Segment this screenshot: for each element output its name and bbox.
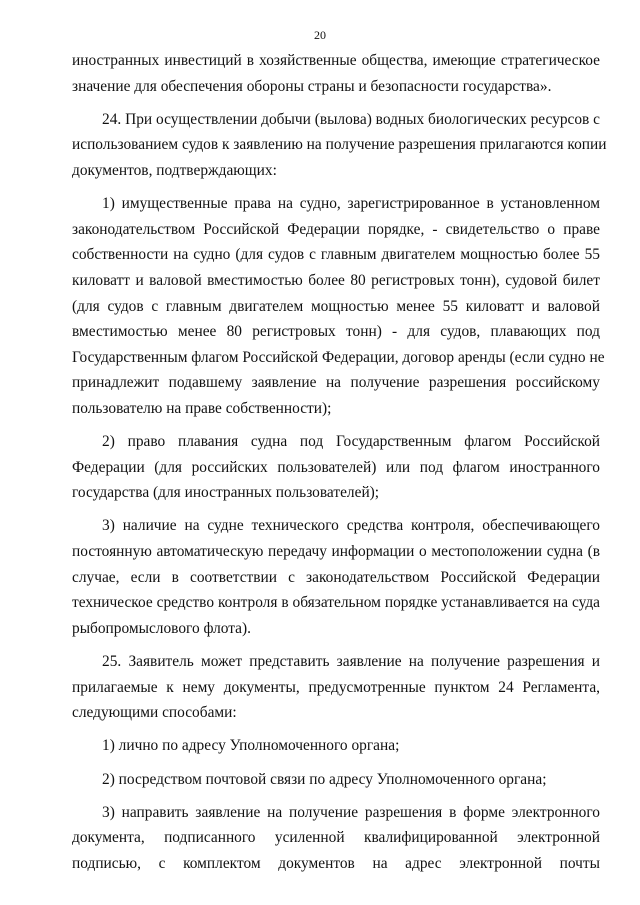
- text-line: принадлежит подавшему заявление на получение разрешения российскому: [72, 374, 600, 392]
- text-line: прилагаемые к нему документы, предусмотренные пунктом 24 Регламента,: [72, 678, 600, 696]
- paragraph-p4: [72, 429, 600, 506]
- text-line: 3) наличие на судне технического средства контроля, обеспечивающего: [102, 517, 600, 535]
- text-line: случае, если в соответствии с законодательством Российской Федерации: [72, 568, 600, 586]
- paragraph-p3: [72, 191, 605, 421]
- text-line: рыбопромыслового флота).: [72, 619, 251, 637]
- text-line: вместимостью менее 80 регистровых тонн) - для судов, плавающих под: [72, 323, 600, 341]
- text-line: (для судов с главным двигателем мощностью менее 55 киловатт и валовой: [72, 297, 600, 315]
- text-line: пользователю на праве собственности);: [72, 399, 332, 417]
- text-line: Федерации (для российских пользователей) или под флагом иностранного: [72, 458, 600, 476]
- paragraph-p9: [72, 800, 600, 877]
- text-line: техническое средство контроля в обязательном порядке устанавливается на суда: [72, 594, 600, 612]
- text-line: 24. При осуществлении добычи (вылова) водных биологических ресурсов с: [102, 110, 600, 128]
- text-line: собственности на судно (для судов с главным двигателем мощностью более 55: [72, 246, 600, 264]
- text-line: законодательством Российской Федерации порядке, - свидетельство о праве: [72, 220, 600, 238]
- text-line: 2) право плавания судна под Государственным флагом Российской: [102, 433, 600, 451]
- paragraph-p8: [72, 767, 600, 793]
- text-line: Государственным флагом Российской Федерации, договор аренды (если судно не: [72, 348, 605, 366]
- text-line: подписью, с комплектом документов на адрес электронной почты: [72, 854, 600, 872]
- text-line: 2) посредством почтовой связи по адресу Уполномоченного органа;: [102, 770, 547, 788]
- text-line: документа, подписанного усиленной квалифицированной электронной: [72, 829, 600, 847]
- text-line: 1) имущественные права на судно, зарегистрированное в установленном: [102, 195, 600, 213]
- text-line: иностранных инвестиций в хозяйственные общества, имеющие стратегическое: [72, 52, 600, 69]
- text-line: государства (для иностранных пользователей);: [72, 484, 380, 502]
- text-line: использованием судов к заявлению на получение разрешения прилагаются копии: [72, 136, 607, 154]
- paragraph-p2: [72, 107, 607, 184]
- text-line: киловатт и валовой вместимостью более 80 регистровых тонн), судовой билет: [72, 271, 600, 289]
- paragraph-p7: [72, 733, 600, 759]
- text-line: 3) направить заявление на получение разрешения в форме электронного: [102, 803, 600, 821]
- document-body: [72, 48, 607, 877]
- paragraph-p5: [72, 513, 600, 641]
- text-line: 1) лично по адресу Уполномоченного органа;: [102, 737, 400, 755]
- text-line: документов, подтверждающих:: [72, 161, 277, 179]
- text-line: 25. Заявитель может представить заявление на получение разрешения и: [102, 653, 600, 671]
- text-line: следующими способами:: [72, 704, 237, 722]
- page-number: 20: [314, 28, 326, 42]
- text-line: значение для обеспечения обороны страны и безопасности государства».: [72, 77, 552, 95]
- paragraph-p1: [72, 48, 600, 99]
- paragraph-p6: [72, 649, 600, 726]
- text-line: постоянную автоматическую передачу информации о местоположении судна (в: [72, 543, 600, 561]
